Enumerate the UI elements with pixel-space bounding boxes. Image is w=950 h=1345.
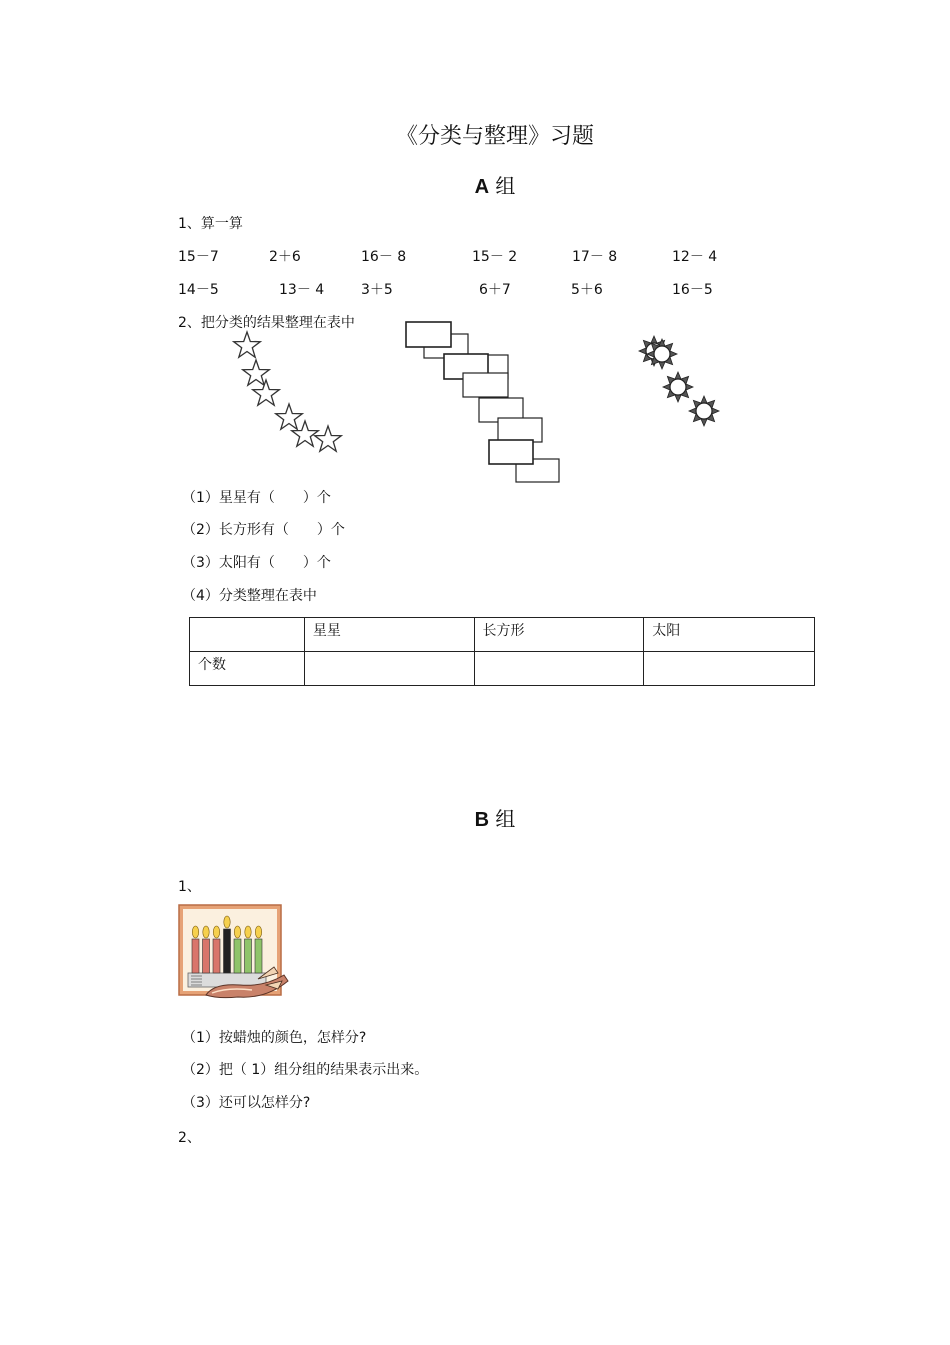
group-b-letter: B bbox=[474, 809, 490, 831]
candle-shape bbox=[203, 939, 210, 973]
b-sub3: （3）还可以怎样分? bbox=[182, 1095, 311, 1111]
stars-count-cell[interactable] bbox=[304, 652, 474, 686]
group-a-word: 组 bbox=[495, 174, 516, 198]
group-a-heading bbox=[0, 170, 950, 199]
candle-shape bbox=[224, 929, 231, 973]
candle-shape bbox=[234, 939, 241, 973]
group-b-heading bbox=[0, 803, 950, 832]
a-q1-r2-c2: 13－ 4 bbox=[279, 282, 325, 298]
rectangles-count-cell[interactable] bbox=[474, 652, 644, 686]
rectangle-shape bbox=[463, 373, 508, 397]
a-q1-r1-c3: 16－ 8 bbox=[361, 249, 407, 265]
candle-shape bbox=[245, 939, 252, 973]
suns-illustration bbox=[636, 330, 726, 430]
group-a-letter: A bbox=[474, 176, 490, 198]
star-shape bbox=[276, 404, 303, 429]
a-q1-r1-c5: 17－ 8 bbox=[572, 249, 618, 265]
suns-count-cell[interactable] bbox=[644, 652, 815, 686]
a-sub3: （3）太阳有（ ）个 bbox=[182, 555, 331, 571]
tally-table bbox=[189, 617, 815, 686]
a-q2-label: 2、把分类的结果整理在表中 bbox=[178, 315, 355, 331]
sun-shape bbox=[663, 372, 693, 402]
table-row bbox=[190, 652, 815, 686]
candle-shape bbox=[192, 939, 199, 973]
flame-shape bbox=[234, 926, 240, 938]
rectangle-shape bbox=[498, 418, 542, 442]
a-q1-r1-c4: 15－ 2 bbox=[472, 249, 518, 265]
flame-shape bbox=[192, 926, 198, 938]
a-q1-r1-c6: 12－ 4 bbox=[672, 249, 718, 265]
table-header-cell: 太阳 bbox=[644, 618, 815, 652]
table-header-row bbox=[190, 618, 815, 652]
flame-shape bbox=[245, 926, 251, 938]
stars-illustration bbox=[225, 325, 355, 460]
group-b-word: 组 bbox=[495, 807, 516, 831]
sun-shape bbox=[647, 339, 677, 369]
a-sub1: （1）星星有（ ）个 bbox=[182, 490, 331, 506]
candle-shape bbox=[213, 939, 220, 973]
a-q1-label: 1、算一算 bbox=[178, 216, 243, 232]
flame-shape bbox=[213, 926, 219, 938]
b-sub1: （1）按蜡烛的颜色，怎样分? bbox=[182, 1030, 367, 1046]
table-header-cell: 星星 bbox=[304, 618, 474, 652]
a-q1-r1-c2: 2＋6 bbox=[269, 249, 301, 265]
a-q1-r1-c1: 15－7 bbox=[178, 249, 219, 265]
page-title: 《分类与整理》习题 bbox=[395, 124, 594, 149]
a-q1-r2-c5: 5＋6 bbox=[571, 282, 603, 298]
a-q1-r2-c4: 6＋7 bbox=[479, 282, 511, 298]
star-shape bbox=[253, 380, 280, 405]
flame-shape bbox=[224, 916, 230, 928]
a-q1-r2-c6: 16－5 bbox=[672, 282, 713, 298]
a-q1-r2-c1: 14－5 bbox=[178, 282, 219, 298]
b-q1-label: 1、 bbox=[178, 879, 201, 895]
rectangles-illustration bbox=[404, 320, 564, 490]
table-row-label: 个数 bbox=[190, 652, 305, 686]
candle-shape bbox=[255, 939, 262, 973]
table-header-cell bbox=[190, 618, 305, 652]
a-sub4: （4）分类整理在表中 bbox=[182, 588, 317, 604]
b-q2-label: 2、 bbox=[178, 1130, 201, 1146]
rectangle-shape bbox=[489, 440, 533, 464]
star-shape bbox=[315, 426, 342, 451]
candles-illustration bbox=[178, 903, 290, 1001]
flame-shape bbox=[255, 926, 261, 938]
rectangle-shape bbox=[406, 322, 451, 347]
table-header-cell: 长方形 bbox=[474, 618, 644, 652]
flame-shape bbox=[203, 926, 209, 938]
b-sub2: （2）把（ 1）组分组的结果表示出来。 bbox=[182, 1062, 429, 1078]
a-q1-r2-c3: 3＋5 bbox=[361, 282, 393, 298]
sun-shape bbox=[689, 396, 719, 426]
a-sub2: （2）长方形有（ ）个 bbox=[182, 522, 345, 538]
star-shape bbox=[234, 332, 261, 357]
